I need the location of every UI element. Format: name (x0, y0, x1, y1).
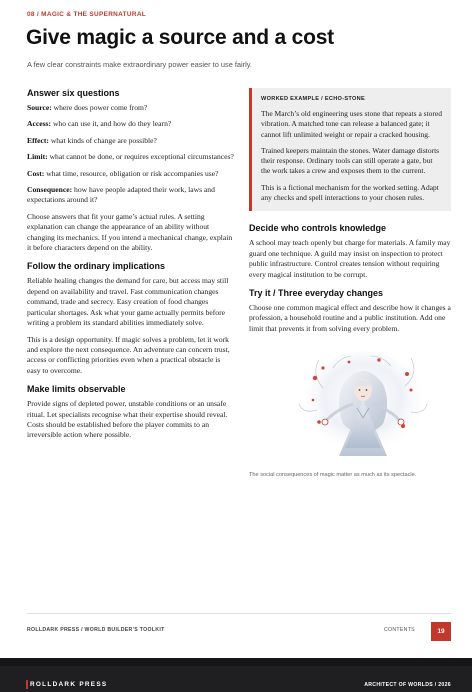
knowledge-paragraph: A school may teach openly but charge for materials. A family may guard one technique. A guild may insist on inspection to protect public infrastructure. Control creates tension without requiring every magical institution to be corrupt. (249, 238, 451, 279)
ordinary-paragraph-2: This is a design opportunity. If magic solves a problem, let it work and explore the next consequence. An adventure can concern trust, access or conflicting priorities even when a practical obstacle is easy to overcome. (27, 334, 230, 375)
tryit-paragraph: Choose one common magical effect and describe how it changes a profession, a household routine and a public institution. Add one limit that prevents it from solving every problem. (249, 303, 451, 333)
callout-label: WORKED EXAMPLE / ECHO-STONE (261, 96, 366, 102)
questions-heading: Answer six questions (27, 88, 120, 98)
sorceress-illustration (293, 348, 433, 462)
footer-divider (27, 613, 451, 614)
callout-paragraph-3: This is a fictional mechanism for the worked setting. Adapt any checks and spell interactions to your chosen rules. (261, 182, 439, 203)
worked-example-callout (249, 88, 451, 211)
callout-paragraph-2: Trained keepers maintain the stones. Water damage distorts their response. Ordinary tools can still operate a gate, but the work takes a crew and exposes them to the current. (261, 145, 440, 176)
limits-heading: Make limits observable (27, 384, 126, 395)
tryit-heading: Try it / Three everyday changes (249, 288, 384, 298)
edition-label: ARCHITECT OF WORLDS / 2026 (364, 682, 451, 688)
callout-paragraph-1: The March’s old engineering uses stone that repeats a stored vibration. A matched tone can release a balanced gate; it cannot lift unlimited weight or repair a cracked housing. (261, 109, 442, 139)
brand-accent-mark (26, 680, 28, 689)
question-item: Limit: what cannot be done, or requires exceptional circumstances? (27, 152, 234, 162)
ordinary-heading: Follow the ordinary implications (27, 261, 166, 272)
limits-paragraph: Provide signs of depleted power, unstable conditions or an unsafe ritual. Let specialists recognise what their expertise should reveal. Costs should be established before the player commits to an irreversible action where possible. (27, 399, 228, 440)
right-column (249, 88, 451, 478)
footer-publication: ROLLDARK PRESS / WORLD BUILDER’S TOOLKIT (27, 627, 165, 633)
page-subtitle: A few clear constraints make extraordinary power easier to use fairly. (27, 60, 252, 69)
knowledge-heading: Decide who controls knowledge (249, 223, 387, 234)
page-number-badge: 19 (431, 622, 451, 641)
brand-name: ROLLDARK PRESS (30, 681, 108, 688)
questions-note: Choose answers that fit your game’s actual rules. A setting explanation can change the appearance of an ability without changing its mechanics. If you intend a mechanical change, explain it before characters depend on the ability. (27, 211, 233, 253)
ordinary-paragraph-1: Reliable healing changes the demand for care, but access may still depend on availability and travel. Fast communication changes command, trade and secrecy. Easy creation of food changes particular shortages. Ask what your game actually permits before writing a problem its standard abilities immediately solve. (27, 276, 229, 328)
question-item: Consequence: how have people adapted their work, laws and expectations around it? (27, 185, 215, 205)
contents-link[interactable]: CONTENTS (384, 627, 415, 633)
left-column (27, 88, 234, 447)
section-kicker: 08 / MAGIC & THE SUPERNATURAL (27, 11, 147, 18)
illustration-caption: The social consequences of magic matter as much as its spectacle. (249, 472, 417, 479)
bottom-bar-stripe (0, 658, 472, 666)
page-title: Give magic a source and a cost (26, 26, 334, 49)
question-item: Source: where does power come from? (27, 103, 148, 112)
question-item: Effect: what kinds of change are possible? (27, 135, 157, 145)
question-item: Access: who can use it, and how do they learn? (27, 119, 172, 129)
question-item: Cost: what time, resource, obligation or risk accompanies use? (27, 168, 219, 178)
